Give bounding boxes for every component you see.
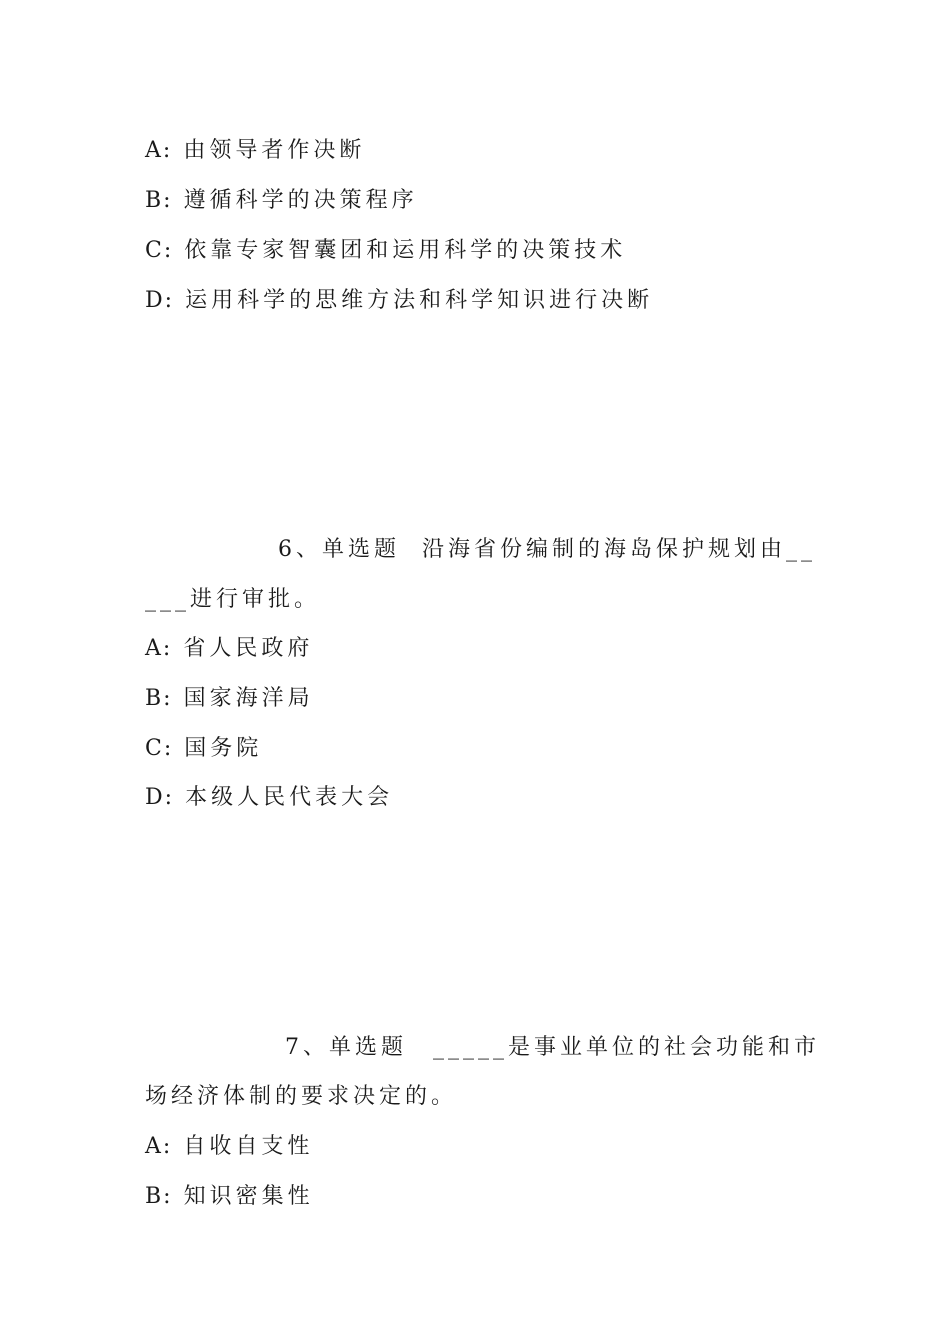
question-number: 7、单选题 [285, 1035, 407, 1060]
option-text: 由领导者作决断 [183, 138, 366, 163]
question-6-stem-line1 [278, 535, 816, 565]
option-letter: A: [145, 1134, 173, 1159]
option-b [145, 1182, 314, 1212]
option-letter: B: [145, 1184, 173, 1209]
option-d [145, 783, 393, 813]
option-letter: B: [145, 188, 173, 213]
option-d [145, 286, 653, 316]
option-c [145, 236, 626, 266]
option-text: 国务院 [184, 736, 263, 761]
option-text: 国家海洋局 [183, 686, 314, 711]
option-letter: C: [145, 736, 174, 761]
question-7-stem-line2: 场经济体制的要求决定的。 [145, 1084, 458, 1109]
option-b [145, 186, 418, 216]
option-letter: D: [145, 785, 175, 810]
question-stem: 沿海省份编制的海岛保护规划由__ [422, 537, 817, 562]
question-number: 6、单选题 [278, 537, 400, 562]
question-6-stem-line2: ___进行审批。 [145, 587, 321, 612]
option-letter: D: [145, 288, 175, 313]
option-a [145, 136, 365, 166]
option-letter: B: [145, 686, 173, 711]
option-letter: A: [145, 636, 173, 661]
option-text: 自收自支性 [183, 1134, 314, 1159]
option-letter: A: [145, 138, 173, 163]
option-text: 遵循科学的决策程序 [183, 188, 418, 213]
question-7-stem-line1 [285, 1033, 820, 1063]
option-text: 知识密集性 [183, 1184, 314, 1209]
option-a [145, 1132, 313, 1162]
option-a [145, 634, 313, 664]
option-letter: C: [145, 238, 174, 263]
option-text: 本级人民代表大会 [185, 785, 394, 810]
option-text: 运用科学的思维方法和科学知识进行决断 [185, 288, 654, 313]
option-b [145, 684, 314, 714]
option-text: 省人民政府 [183, 636, 314, 661]
option-c [145, 734, 262, 764]
option-text: 依靠专家智囊团和运用科学的决策技术 [184, 238, 627, 263]
question-stem: _____是事业单位的社会功能和市 [433, 1035, 821, 1060]
